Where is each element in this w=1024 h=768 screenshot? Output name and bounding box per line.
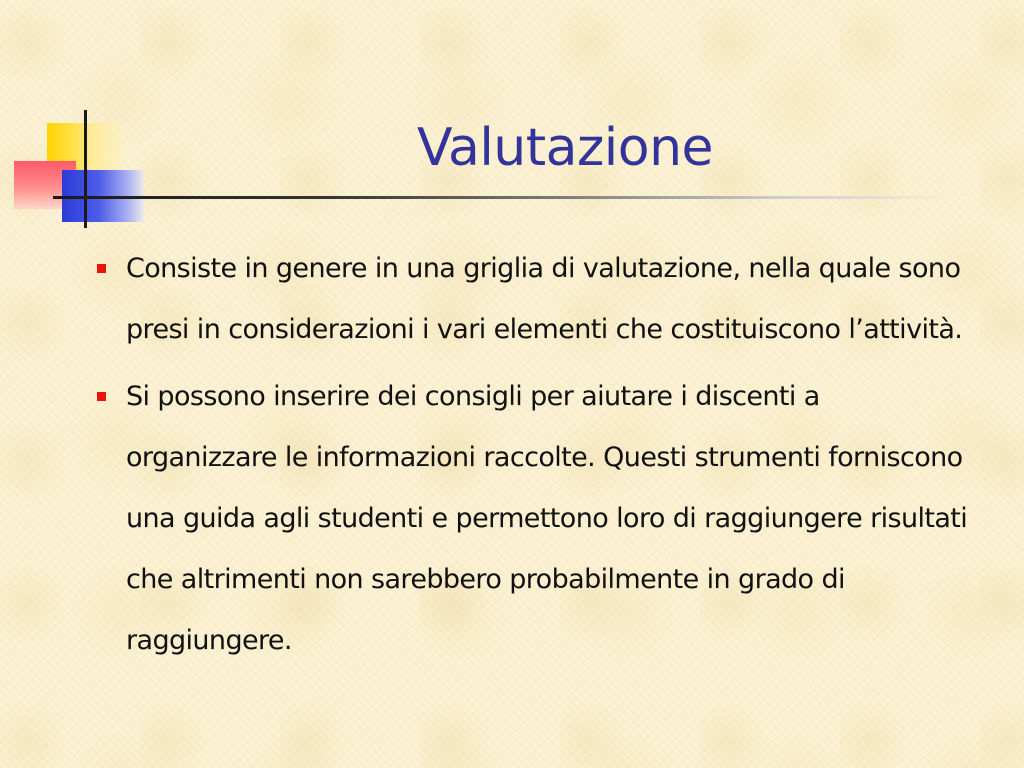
bullet-item (92, 366, 972, 671)
bullet-marker-icon (97, 264, 106, 273)
bullet-list (92, 238, 972, 671)
title-underline (53, 196, 971, 199)
bullet-item (92, 238, 972, 360)
slide-logo-decoration (0, 0, 160, 240)
logo-vertical-line (84, 110, 87, 228)
bullet-text: Si possono inserire dei consigli per aiutare i discenti a organizzare le informazioni raccolte. Questi strumenti forniscono una guida agli studenti e permettono loro di raggiungere risultati che altrimenti non sarebbero probabilmente in grado di raggiungere. (126, 381, 968, 656)
slide-title: Valutazione (416, 118, 714, 178)
bullet-marker-icon (97, 392, 106, 401)
bullet-text: Consiste in genere in una griglia di valutazione, nella quale sono presi in considerazioni i vari elementi che costituiscono l’attività. (126, 253, 963, 345)
